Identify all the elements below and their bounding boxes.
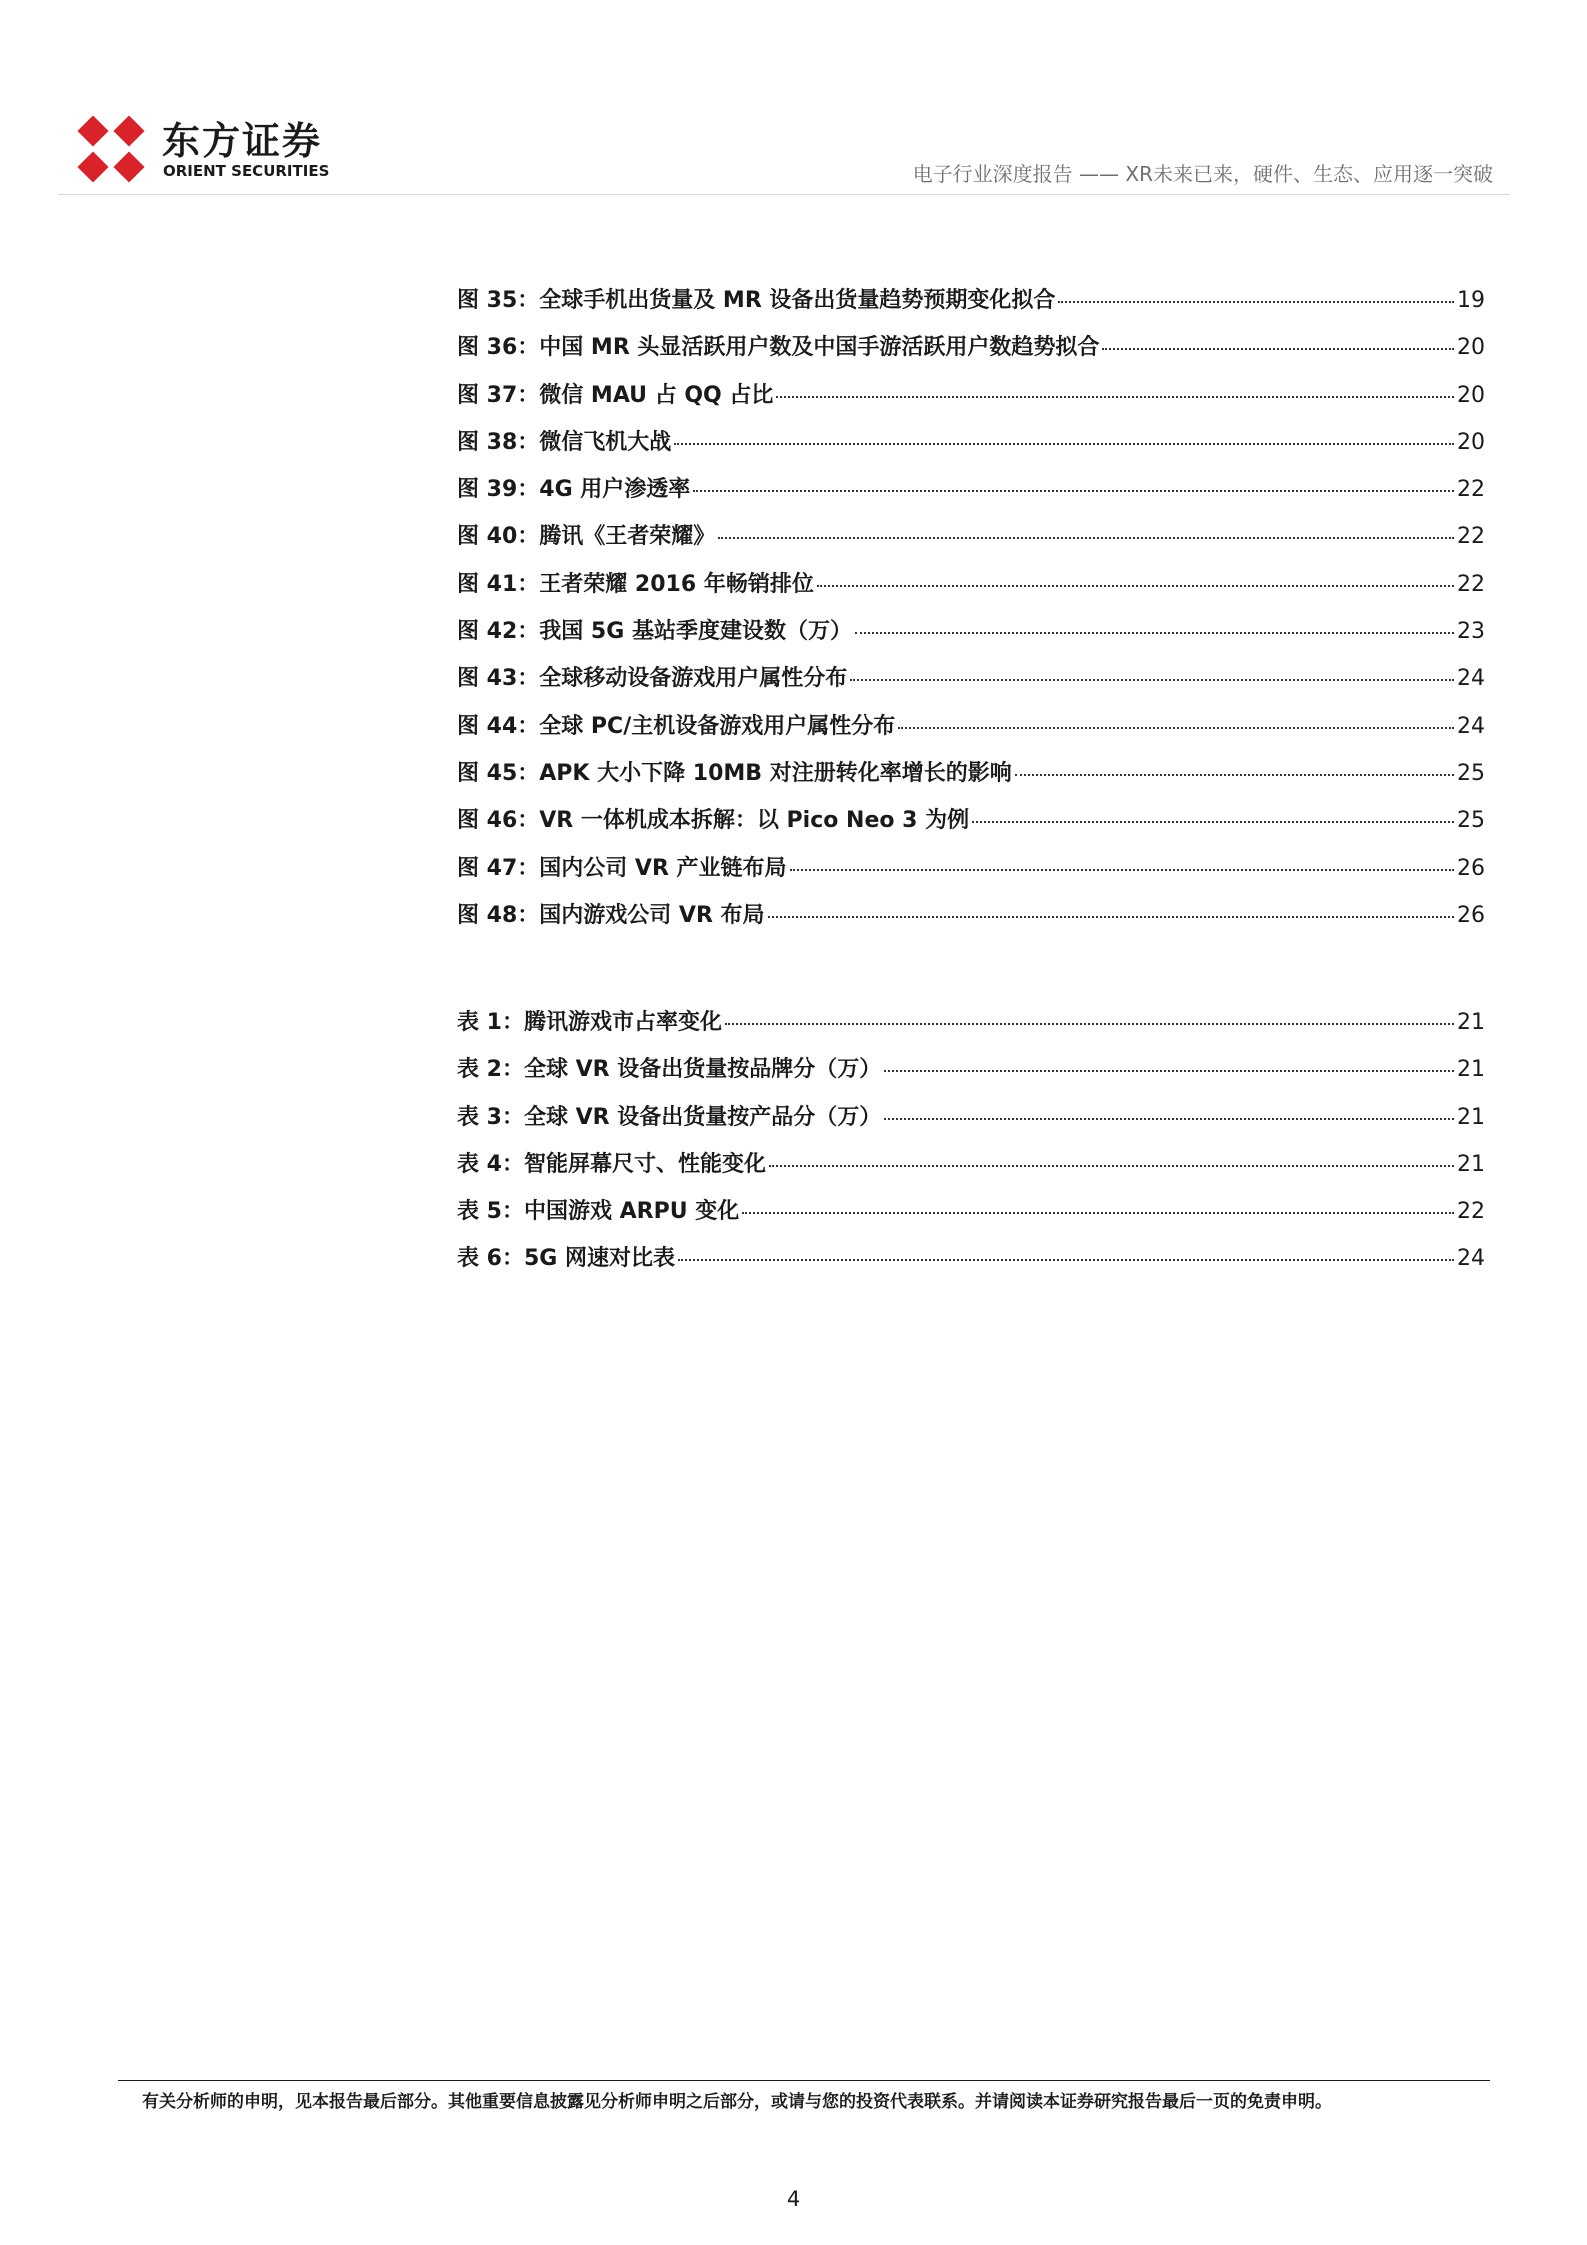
toc-entry-label[interactable]: 表 5：中国游戏 ARPU 变化 xyxy=(457,1199,740,1225)
brand-name-cn: 东方证券 xyxy=(162,119,323,163)
toc-dot-leader xyxy=(674,443,1454,445)
toc-entry[interactable] xyxy=(457,803,1485,850)
toc-entry[interactable] xyxy=(457,567,1485,614)
toc-dot-leader xyxy=(1058,301,1454,303)
page-number: 4 xyxy=(786,2187,801,2211)
toc-entry[interactable] xyxy=(457,1147,1485,1194)
toc-entry-label[interactable]: 图 35：全球手机出货量及 MR 设备出货量趋势预期变化拟合 xyxy=(457,288,1056,313)
toc-entry-label[interactable]: 图 42：我国 5G 基站季度建设数（万） xyxy=(457,619,852,645)
footer-divider xyxy=(118,2080,1490,2081)
toc-entry-page[interactable]: 21 xyxy=(1457,1104,1485,1130)
toc-entry[interactable] xyxy=(457,472,1485,519)
footer-disclaimer: 有关分析师的申明，见本报告最后部分。其他重要信息披露见分析师申明之后部分，或请与您的投资代表联系。并请阅读本证券研究报告最后一页的免责申明。 xyxy=(142,2092,1332,2112)
table-list xyxy=(457,1005,1485,1289)
toc-entry-label[interactable]: 图 37：微信 MAU 占 QQ 占比 xyxy=(457,382,774,408)
header-divider xyxy=(58,194,1510,195)
toc-dot-leader xyxy=(725,1023,1454,1025)
toc-entry-label[interactable]: 图 40：腾讯《王者荣耀》 xyxy=(457,524,716,550)
toc-entry[interactable] xyxy=(457,1052,1485,1099)
logo-mark-icon xyxy=(74,112,148,186)
toc-entry[interactable] xyxy=(457,709,1485,756)
toc-entry[interactable] xyxy=(457,1194,1485,1241)
toc-dot-leader xyxy=(817,585,1454,587)
toc-entry-label[interactable]: 图 47：国内公司 VR 产业链布局 xyxy=(457,855,787,881)
toc-dot-leader xyxy=(693,490,1454,492)
toc-entry[interactable] xyxy=(457,614,1485,661)
toc-entry-label[interactable]: 表 2：全球 VR 设备出货量按品牌分（万） xyxy=(457,1057,882,1083)
toc-entry-label[interactable]: 表 3：全球 VR 设备出货量按产品分（万） xyxy=(457,1104,882,1130)
toc-entry-page[interactable]: 20 xyxy=(1457,335,1485,361)
toc-entry-label[interactable]: 表 6：5G 网速对比表 xyxy=(457,1246,675,1272)
figure-list xyxy=(457,283,1485,945)
toc-entry-label[interactable]: 图 43：全球移动设备游戏用户属性分布 xyxy=(457,666,848,692)
toc-entry-page[interactable]: 25 xyxy=(1457,808,1485,834)
toc-entry[interactable] xyxy=(457,661,1485,708)
toc-entry-label[interactable]: 图 36：中国 MR 头显活跃用户数及中国手游活跃用户数趋势拟合 xyxy=(457,335,1100,361)
toc-entry-page[interactable]: 24 xyxy=(1457,713,1485,739)
toc-entry-label[interactable]: 图 48：国内游戏公司 VR 布局 xyxy=(457,902,765,928)
toc-dot-leader xyxy=(855,632,1454,634)
toc-entry[interactable] xyxy=(457,378,1485,425)
orient-securities-logo xyxy=(74,108,434,188)
toc-entry-label[interactable]: 图 44：全球 PC/主机设备游戏用户属性分布 xyxy=(457,713,896,739)
toc-dot-leader xyxy=(898,727,1454,729)
toc-entry-label[interactable]: 表 4：智能屏幕尺寸、性能变化 xyxy=(457,1151,766,1177)
toc-entry[interactable] xyxy=(457,283,1485,330)
toc-entry-page[interactable]: 22 xyxy=(1457,571,1485,597)
toc-entry-page[interactable]: 22 xyxy=(1457,1199,1485,1225)
toc-entry-label[interactable]: 图 39：4G 用户渗透率 xyxy=(457,477,691,503)
toc-entry-label[interactable]: 表 1：腾讯游戏市占率变化 xyxy=(457,1010,722,1035)
toc-dot-leader xyxy=(742,1212,1454,1214)
toc-entry[interactable] xyxy=(457,851,1485,898)
toc-entry-label[interactable]: 图 38：微信飞机大战 xyxy=(457,429,672,455)
toc-entry[interactable] xyxy=(457,1100,1485,1147)
toc-dot-leader xyxy=(768,916,1454,918)
toc-dot-leader xyxy=(790,869,1454,871)
toc-entry-page[interactable]: 21 xyxy=(1457,1010,1485,1035)
toc-entry-page[interactable]: 25 xyxy=(1457,760,1485,786)
toc-entry-page[interactable]: 20 xyxy=(1457,382,1485,408)
toc-entry-page[interactable]: 24 xyxy=(1457,1246,1485,1272)
toc-entry[interactable] xyxy=(457,425,1485,472)
toc-dot-leader xyxy=(884,1070,1454,1072)
toc-entry-page[interactable]: 22 xyxy=(1457,524,1485,550)
toc-dot-leader xyxy=(718,537,1454,539)
toc-entry-page[interactable]: 21 xyxy=(1457,1057,1485,1083)
toc-dot-leader xyxy=(769,1165,1454,1167)
toc-dot-leader xyxy=(972,821,1454,823)
toc-entry-page[interactable]: 26 xyxy=(1457,902,1485,928)
toc-dot-leader xyxy=(678,1259,1454,1261)
toc-entry[interactable] xyxy=(457,1241,1485,1288)
toc-dot-leader xyxy=(776,396,1454,398)
toc-entry[interactable] xyxy=(457,519,1485,566)
toc-dot-leader xyxy=(884,1118,1454,1120)
report-title: 电子行业深度报告 —— XR未来已来，硬件、生态、应用逐一突破 xyxy=(912,162,1493,186)
toc-entry-page[interactable]: 23 xyxy=(1457,619,1485,645)
brand-name-en: ORIENT SECURITIES xyxy=(163,162,330,180)
toc-entry-page[interactable]: 24 xyxy=(1457,666,1485,692)
toc-dot-leader xyxy=(850,679,1454,681)
toc-entry-page[interactable]: 21 xyxy=(1457,1151,1485,1177)
toc-entry[interactable] xyxy=(457,898,1485,945)
toc-entry-label[interactable]: 图 45：APK 大小下降 10MB 对注册转化率增长的影响 xyxy=(457,760,1012,786)
toc-entry-page[interactable]: 20 xyxy=(1457,429,1485,455)
toc-entry-label[interactable]: 图 41：王者荣耀 2016 年畅销排位 xyxy=(457,571,814,597)
toc-dot-leader xyxy=(1102,348,1454,350)
toc-entry-page[interactable]: 22 xyxy=(1457,477,1485,503)
toc-entry[interactable] xyxy=(457,756,1485,803)
toc-entry-page[interactable]: 19 xyxy=(1457,288,1485,313)
toc-entry-label[interactable]: 图 46：VR 一体机成本拆解：以 Pico Neo 3 为例 xyxy=(457,808,970,834)
toc-entry-page[interactable]: 26 xyxy=(1457,855,1485,881)
toc-entry[interactable] xyxy=(457,330,1485,377)
toc-dot-leader xyxy=(1015,774,1454,776)
toc-entry[interactable] xyxy=(457,1005,1485,1052)
